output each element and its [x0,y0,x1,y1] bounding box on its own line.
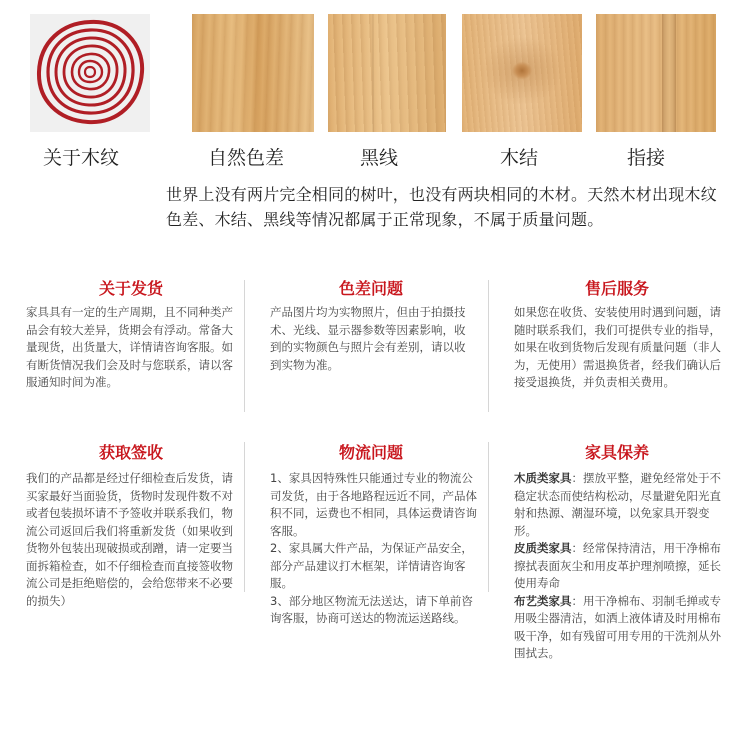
color-body: 产品图片均为实物照片，但由于拍摄技术、光线、显示器参数等因素影响，收到的实物颜色与照片会有差别，请以收到实物为准。 [270,305,466,372]
care-item-key: 布艺类家具 [514,593,572,608]
care-item-text: ：摆放平整，避免经常处于不稳定状态而使结构松动，尽量避免阳光直射和热源、潮湿环境，以免家具开裂变形。 [514,471,721,538]
wood-note-paragraph: 世界上没有两片完全相同的树叶，也没有两块相同的木材。天然木材出现木纹色差、木结、黑线等情况都属于正常现象，不属于质量问题。 [166,185,717,229]
logistics-item: 2、家具属大件产品，为保证产品安全，部分产品建议打木框架，详情请咨询客服。 [270,541,473,590]
color-difference-swatch [192,14,314,132]
caption-knot: 木结 [500,147,539,169]
caption-black-line: 黑线 [360,147,399,169]
knot-swatch [462,14,582,132]
care-item [514,470,726,540]
logistics-body [270,470,478,628]
caption-grain: 关于木纹 [43,147,120,169]
care-item-key: 木质类家具 [514,471,572,485]
logistics-title: 物流问题 [338,443,403,462]
divider [488,280,489,412]
signing-body: 我们的产品都是经过仔细检查后发货，请买家最好当面验货，货物时发现件数不对或者包装损坏请不予签收并联系我们，物流公司返回后我们将重新发货（如果收到货物外包装出现破损或刮蹭，请一定要当面拆箱检查，如不仔细检查而直接签收物流公司是拒绝赔偿的，会给您带来不必要的损失） [26,471,233,608]
shipping-title: 关于发货 [98,279,163,298]
logistics-item: 3、部分地区物流无法送达，请下单前咨询客服，协商可送达的物流运送路线。 [270,593,473,625]
after-sales-title: 售后服务 [584,279,649,298]
divider [244,280,245,412]
care-item-key: 皮质类家具 [514,541,572,555]
divider [244,442,245,592]
finger-joint-swatch [596,14,716,132]
care-item [514,540,726,593]
signing-title: 获取签收 [98,443,163,462]
black-line-swatch [328,14,446,132]
after-sales-body: 如果您在收货、安装使用时遇到问题，请随时联系我们，我们可提供专业的指导，如果在收到货物后发现有质量问题（非人为，无使用）需退换货者，经我们确认后接受退换货，并负责相关费用。 [514,305,721,389]
care-item-text: ：经常保持清洁，用干净棉布擦拭表面灰尘和用皮革护理剂喷擦，延长使用寿命 [514,541,721,590]
care-item-text: ：用干净棉布、羽制毛掸或专用吸尘器清洁，如洒上液体请及时用棉布吸干净，如有残留可用专用的干洗剂从外围拭去。 [514,593,721,660]
logistics-item: 1、家具因特殊性只能通过专业的物流公司发货，由于各地路程远近不同，产品体积不同，运费也不相同，具体运费请咨询客服。 [270,471,477,538]
tree-ring-icon [30,14,150,132]
care-body [514,470,726,663]
shipping-body: 家具具有一定的生产周期，且不同种类产品会有较大差异，货期会有浮动。常备大量现货，出货量大，详情请咨询客服。如有断货情况我们会及时与您联系，请以客服通知时间为准。 [26,305,233,389]
divider [488,442,489,592]
caption-finger-joint: 指接 [627,147,666,169]
care-item [514,593,726,663]
color-title: 色差问题 [338,279,403,298]
care-title: 家具保养 [584,443,649,462]
caption-color-difference: 自然色差 [208,147,285,169]
